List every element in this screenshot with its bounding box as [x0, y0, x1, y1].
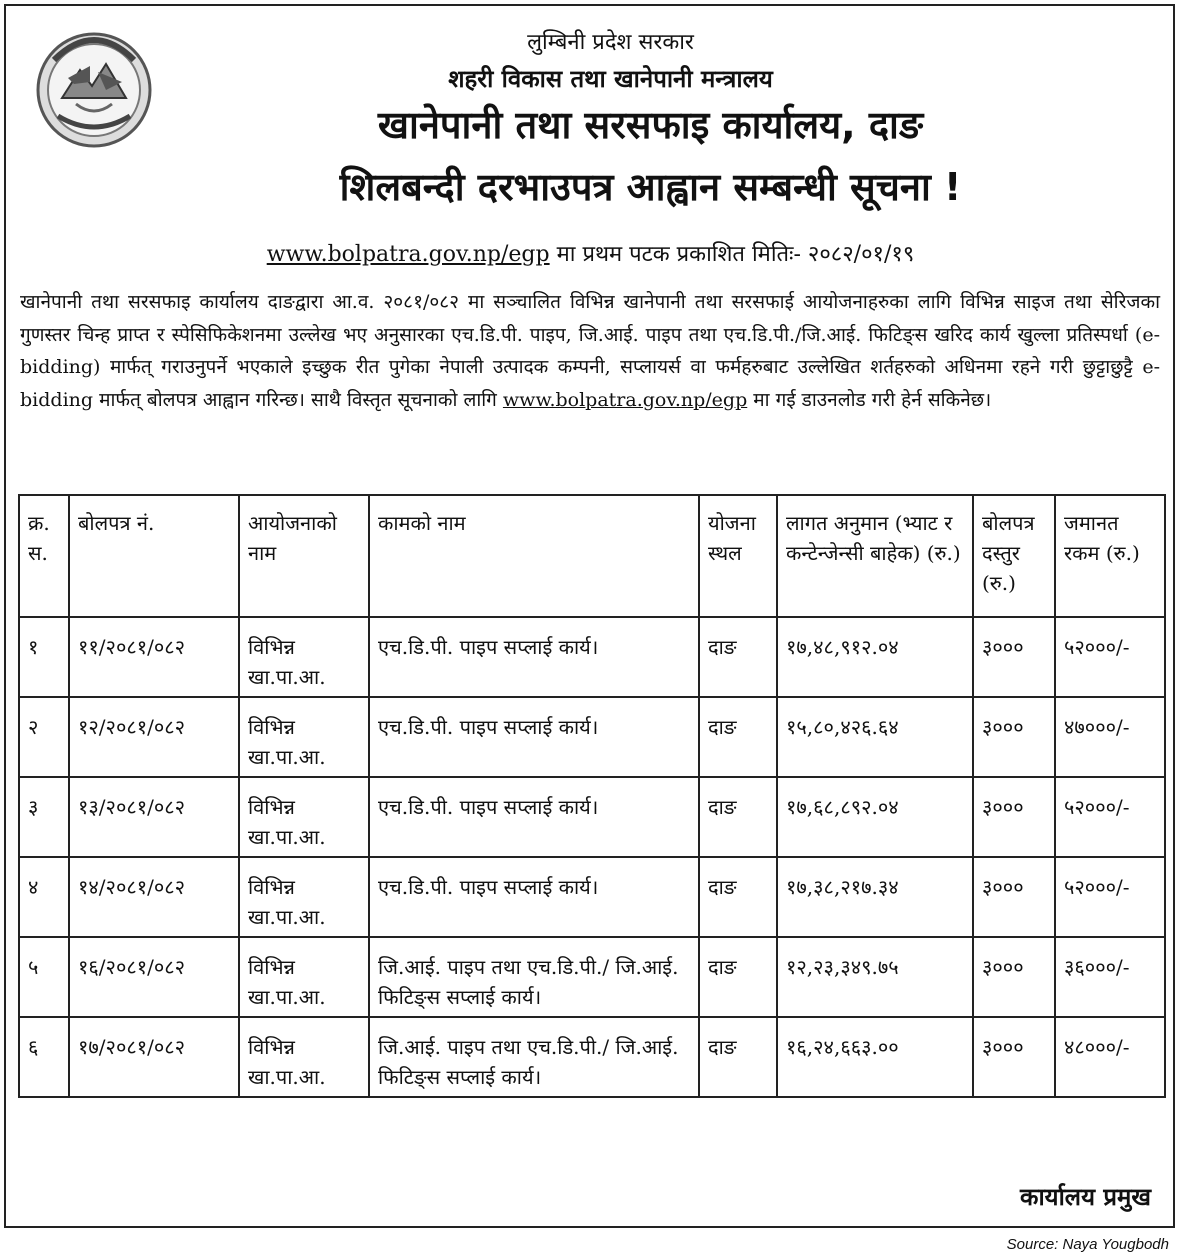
paragraph-text: खानेपानी तथा सरसफाइ कार्यालय दाङद्वारा आ.व. २०८१/०८२ मा सञ्चालित विभिन्न खानेपानी तथा सरसफाई आयोजनाहरुका लागि विभिन्न साइज तथा सेरिजका गुणस्तर चिन्ह प्राप्त र स्पेसिफिकेशनमा उल्लेख भए अनुसारका एच.डि.पी. पाइप, जि.आई. पाइप तथा एच.डि.पी./जि.आई. फिटिङ्स खरिद कार्य खुल्ला प्रतिस्पर्धा (e-bidding) मार्फत् गराउनुपर्ने भएकाले इच्छुक रीत पुगेका नेपाली उत्पादक कम्पनी, सप्लायर्स वा फर्महरुबाट उल्लेखित शर्तहरुको अधिनमा रहने गरी छुट्टाछुट्टै e-bidding मार्फत् बोलपत्र आह्वान गरिन्छ। साथै विस्तृत सूचनाको लागि	[20, 291, 1160, 411]
paragraph-end: मा गई डाउनलोड गरी हेर्न सकिनेछ।	[753, 388, 992, 411]
bid-table	[18, 494, 1166, 1098]
cell-security: ५२०००/-	[1055, 777, 1165, 857]
table-row	[19, 777, 1165, 857]
cell-location: दाङ	[699, 617, 777, 697]
cell-sn: ४	[19, 857, 69, 937]
cell-cost: १५,८०,४२६.६४	[777, 697, 973, 777]
cell-project: विभिन्न खा.पा.आ.	[239, 617, 369, 697]
cell-bid-no: १६/२०८१/०८२	[69, 937, 239, 1017]
publish-link[interactable]: www.bolpatra.gov.np/egp	[266, 242, 550, 267]
cell-work: एच.डि.पी. पाइप सप्लाई कार्य।	[369, 617, 699, 697]
notice-paragraph	[20, 286, 1160, 416]
signatory: कार्यालय प्रमुख	[1020, 1183, 1151, 1211]
cell-work: एच.डि.पी. पाइप सप्लाई कार्य।	[369, 777, 699, 857]
cell-location: दाङ	[699, 857, 777, 937]
table-row	[19, 697, 1165, 777]
col-header-cost: लागत अनुमान (भ्याट र कन्टेन्जेन्सी बाहेक) (रु.)	[777, 495, 973, 617]
province-government: लुम्बिनी प्रदेश सरकार	[527, 30, 694, 55]
cell-project: विभिन्न खा.पा.आ.	[239, 857, 369, 937]
cell-project: विभिन्न खा.पा.आ.	[239, 1017, 369, 1097]
cell-fee: ३०००	[973, 617, 1055, 697]
table-header-row	[19, 495, 1165, 617]
cell-cost: १६,२४,६६३.००	[777, 1017, 973, 1097]
cell-fee: ३०००	[973, 777, 1055, 857]
cell-bid-no: १७/२०८१/०८२	[69, 1017, 239, 1097]
col-header-work: कामको नाम	[369, 495, 699, 617]
cell-work: एच.डि.पी. पाइप सप्लाई कार्य।	[369, 697, 699, 777]
cell-fee: ३०००	[973, 1017, 1055, 1097]
cell-work: जि.आई. पाइप तथा एच.डि.पी./ जि.आई. फिटिङ्स सप्लाई कार्य।	[369, 1017, 699, 1097]
cell-location: दाङ	[699, 697, 777, 777]
publish-line	[0, 238, 1181, 268]
col-header-security: जमानत रकम (रु.)	[1055, 495, 1165, 617]
cell-security: ४७०००/-	[1055, 697, 1165, 777]
ministry-name: शहरी विकास तथा खानेपानी मन्त्रालय	[448, 64, 773, 93]
cell-bid-no: १४/२०८१/०८२	[69, 857, 239, 937]
cell-cost: १७,६८,८९२.०४	[777, 777, 973, 857]
cell-cost: १७,४८,९१२.०४	[777, 617, 973, 697]
paragraph-link[interactable]: www.bolpatra.gov.np/egp	[502, 388, 748, 411]
cell-sn: २	[19, 697, 69, 777]
cell-sn: ५	[19, 937, 69, 1017]
col-header-fee: बोलपत्र दस्तुर (रु.)	[973, 495, 1055, 617]
col-header-sn: क्र. स.	[19, 495, 69, 617]
cell-cost: १७,३८,२१७.३४	[777, 857, 973, 937]
table-row	[19, 617, 1165, 697]
cell-security: ४८०००/-	[1055, 1017, 1165, 1097]
col-header-location: योजना स्थल	[699, 495, 777, 617]
office-title: खानेपानी तथा सरसफाइ कार्यालय, दाङ	[377, 103, 924, 147]
cell-project: विभिन्न खा.पा.आ.	[239, 937, 369, 1017]
cell-location: दाङ	[699, 937, 777, 1017]
table-row	[19, 937, 1165, 1017]
cell-fee: ३०००	[973, 857, 1055, 937]
table-row	[19, 857, 1165, 937]
cell-project: विभिन्न खा.पा.आ.	[239, 777, 369, 857]
cell-security: ३६०००/-	[1055, 937, 1165, 1017]
cell-sn: ३	[19, 777, 69, 857]
cell-bid-no: १२/२०८१/०८२	[69, 697, 239, 777]
cell-security: ५२०००/-	[1055, 617, 1165, 697]
cell-security: ५२०००/-	[1055, 857, 1165, 937]
source-credit: Source: Naya Yougbodh	[1006, 1236, 1169, 1253]
cell-work: जि.आई. पाइप तथा एच.डि.पी./ जि.आई. फिटिङ्स सप्लाई कार्य।	[369, 937, 699, 1017]
cell-cost: १२,२३,३४९.७५	[777, 937, 973, 1017]
cell-project: विभिन्न खा.पा.आ.	[239, 697, 369, 777]
cell-location: दाङ	[699, 777, 777, 857]
col-header-project: आयोजनाको नाम	[239, 495, 369, 617]
cell-bid-no: १३/२०८१/०८२	[69, 777, 239, 857]
cell-location: दाङ	[699, 1017, 777, 1097]
cell-fee: ३०००	[973, 697, 1055, 777]
cell-bid-no: ११/२०८१/०८२	[69, 617, 239, 697]
cell-work: एच.डि.पी. पाइप सप्लाई कार्य।	[369, 857, 699, 937]
cell-sn: १	[19, 617, 69, 697]
notice-title: शिलबन्दी दरभाउपत्र आह्वान सम्बन्धी सूचना !	[339, 165, 962, 209]
cell-fee: ३०००	[973, 937, 1055, 1017]
cell-sn: ६	[19, 1017, 69, 1097]
publish-text: मा प्रथम पटक प्रकाशित मितिः- २०८२/०१/१९	[556, 242, 915, 267]
table-row	[19, 1017, 1165, 1097]
col-header-bid-no: बोलपत्र नं.	[69, 495, 239, 617]
